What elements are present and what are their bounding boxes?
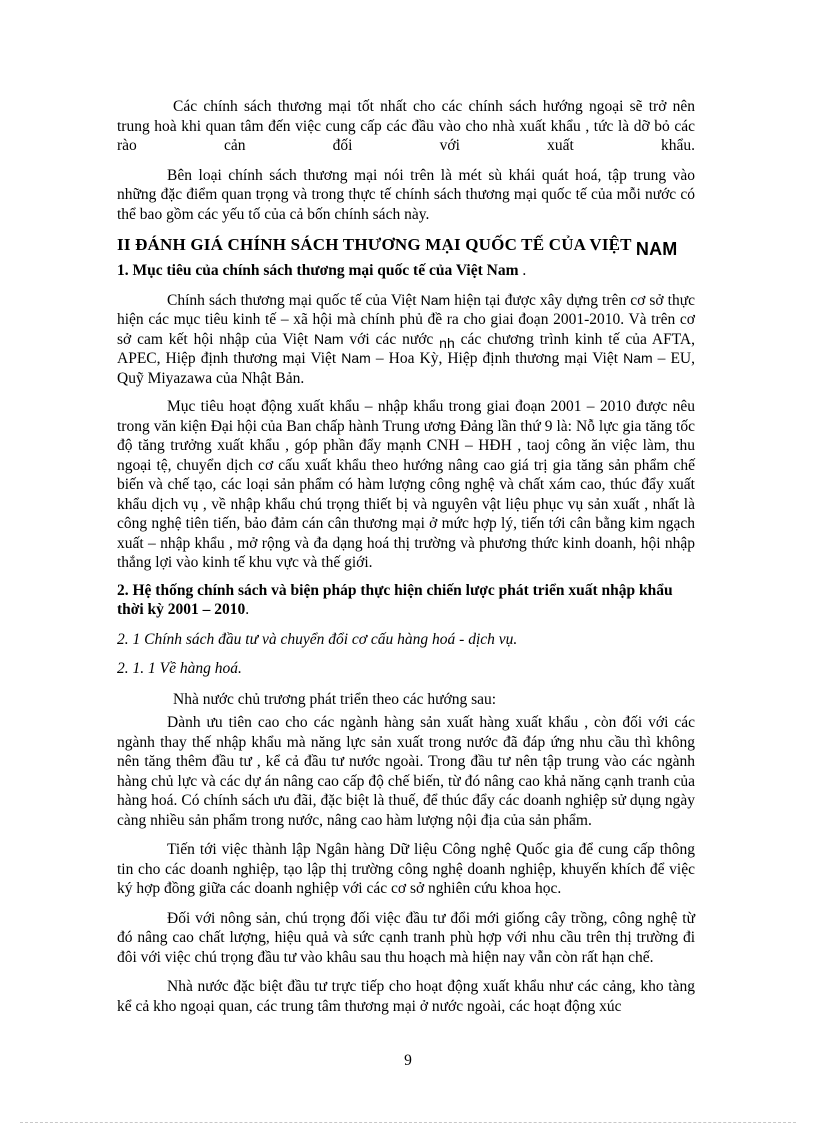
paragraph-direct-investment: Nhà nước đặc biệt đầu tư trực tiếp cho hoạt động xuất khẩu như các cảng, kho tàng kể cả kho ngoại quan, các trung tâm thương mại ở nước ngoài, các hoạt động xúc	[117, 978, 695, 1015]
subsection-goods: 2. 1. 1 Về hàng hoá.	[117, 660, 242, 677]
p3-text-d: các chương trình kinh tế của AFTA, APEC, Hiệp định thương mại Việt	[117, 330, 695, 367]
p3-nam-3: Nam	[341, 350, 371, 366]
paragraph-agriculture: Đối với nông sản, chú trọng đối việc đầu tư đổi mới giống cây trồng, công nghệ từ đó nâng cao chất lượng, hiệu quả và sức cạnh tranh phù hợp với nhu cầu trên thị trường đi đôi với việc chú trọng đầu tư vào khâu sau thu hoạch mà hiện nay vẫn còn rất hạn chế.	[117, 909, 695, 966]
p3-nam-2: Nam	[314, 330, 344, 347]
paragraph-policy-basis	[117, 291, 695, 389]
subheading-policy-system-suffix: .	[245, 601, 250, 618]
page-number: 9	[404, 1052, 412, 1069]
p3-text-c: với các nước	[343, 330, 440, 348]
p3-text-e: – Hoa Kỳ, Hiệp định thương mại Việt	[370, 350, 624, 367]
subsection-investment-policy: 2. 1 Chính sách đầu tư và chuyển đổi cơ cấu hàng hoá - dịch vụ.	[117, 630, 518, 648]
p3-text-b: hiện tại được xây dựng trên cơ sở thực hiện các mục tiêu kinh tế – xã hội mà chính phủ đề ra cho giai đoạn 2001-2010. Và trên cơ sở cam kết hội nhập của Việt	[117, 291, 695, 348]
section-heading-ii	[117, 232, 695, 257]
p3-text-a: Chính sách thương mại quốc tế của Việt	[167, 291, 421, 309]
p3-nh: nh	[439, 334, 455, 351]
p3-nam-4: Nam	[623, 350, 653, 366]
subheading-objectives-suffix: .	[518, 262, 527, 279]
document-body	[117, 97, 695, 1016]
subheading-objectives	[117, 261, 695, 281]
p3-text-f: – EU, Quỹ Miyazawa của Nhật Bản.	[117, 350, 695, 387]
subheading-policy-system-text: 2. Hệ thống chính sách và biện pháp thực hiện chiến lược phát triển xuất nhập khẩu thời kỳ 2001 – 2010	[117, 581, 673, 618]
section-heading-main: II ĐÁNH GIÁ CHÍNH SÁCH THƯƠNG MẠI QUỐC TẾ CỦA VIỆT	[117, 235, 632, 254]
paragraph-data-bank: Tiến tới việc thành lập Ngân hàng Dữ liệu Công nghệ Quốc gia để cung cấp thông tin cho các doanh nghiệp, tạo lập thị trường công nghệ doanh nghiệp, khuyến khích để việc ký hợp đồng giữa các doanh nghiệp với các cơ sở nghiên cứu khoa học.	[117, 841, 695, 897]
subheading-objectives-text: 1. Mục tiêu của chính sách thương mại quốc tế của Việt Nam	[117, 262, 519, 279]
paragraph-priority-investment: Dành ưu tiên cao cho các ngành hàng sản xuất hàng xuất khẩu , còn đối với các ngành thay thế nhập khẩu mà năng lực sản xuất trong nước đã đáp ứng nhu cầu thì không nên tăng thêm đầu tư , kể cả đầu tư nước ngoài. Trong đầu tư nên tập trung vào các ngành hàng chủ lực và các dự án nâng cao cấp độ chế biến, từ đó nâng cao khả năng cạnh tranh của hàng hoá. Có chính sách ưu đãi, đặc biệt là thuế, để thúc đẩy các doanh nghiệp sử dụng ngày càng nhiều sản phẩm trong nước, nâng cao hàm lượng nội địa của sản phẩm.	[117, 714, 695, 829]
paragraph-four-policies: Bên loại chính sách thương mại nói trên là mét sù khái quát hoá, tập trung vào những đặc điểm quan trọng và trong thực tế chính sách thương mại quốc tế của mỗi nước có thể bao gồm các yếu tố của cả bốn chính sách này.	[117, 166, 695, 223]
section-heading-tail: NAM	[635, 239, 678, 259]
p3-nam-1: Nam	[420, 291, 451, 308]
paragraph-state-directions: Nhà nước chủ trương phát triển theo các hướng sau:	[173, 690, 497, 708]
paragraph-export-import-goals: Mục tiêu hoạt động xuất khẩu – nhập khẩu trong giai đoạn 2001 – 2010 được nêu trong văn kiện Đại hội của Ban chấp hành Trung ương Đảng lần thứ 9 là: Nỗ lực gia tăng tốc độ tăng trưởng xuất khẩu , góp phần đẩy mạnh CNH – HĐH , taoj công ăn việc làm, thu ngoại tệ, chuyển dịch cơ cấu xuất khẩu theo hướng nâng cao giá trị gia tăng sản phẩm chế biến và chế tạo, các loại sản phẩm có hàm lượng công nghệ và chất xám cao, thúc đẩy xuất khẩu dịch vụ , về nhập khẩu chú trọng thiết bị và nguyên vật liệu phục vụ sản xuất , nhất là công nghệ tiên tiến, bảo đảm cán cân thương mại ở mức hợp lý, tiến tới cân bằng kim ngạch xuất – nhập khẩu , mở rộng và đa dạng hoá thị trường và phương thức kinh doanh, hội nhập thắng lợi vào kinh tế khu vực và thế giới.	[117, 398, 695, 571]
subheading-policy-system	[117, 581, 695, 620]
paragraph-trade-policy-outward: Các chính sách thương mại tốt nhất cho các chính sách hướng ngoại sẽ trở nên trung hoà khi quan tâm đến việc cung cấp các đầu vào cho nhà xuất khẩu , tức là dỡ bỏ các rào cản đối với xuất khẩu.	[117, 98, 695, 154]
